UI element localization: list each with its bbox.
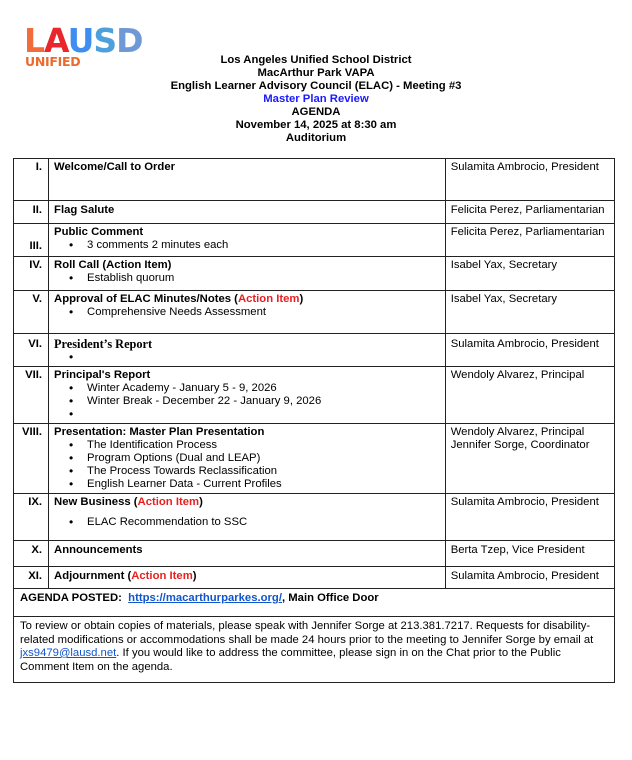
item-presenter: Isabel Yax, Secretary bbox=[445, 257, 614, 291]
item-number: X. bbox=[14, 541, 49, 567]
agenda-heading: AGENDA bbox=[291, 106, 341, 118]
agenda-posted-row bbox=[14, 589, 615, 617]
item-number: III. bbox=[14, 224, 49, 257]
item-description bbox=[49, 494, 446, 541]
agenda-row bbox=[14, 257, 615, 291]
logo-subtitle: UNIFIED bbox=[25, 54, 81, 69]
item-title: Approval of ELAC Minutes/Notes (Action Item) bbox=[54, 293, 304, 305]
item-presenter: Isabel Yax, Secretary bbox=[445, 291, 614, 334]
item-title: Announcements bbox=[54, 544, 143, 556]
logo-letter-a: A bbox=[44, 21, 68, 60]
item-bullets bbox=[54, 272, 440, 285]
meeting-topic: Master Plan Review bbox=[263, 93, 369, 105]
notice-text: To review or obtain copies of materials, please speak with Jennifer Sorge at 213.381.7217. Requests for disability-related modifications or accommodations shall be made 24 hours prior to the meeting to Jennifer Sorge by email at bbox=[20, 620, 594, 646]
agenda-row bbox=[14, 334, 615, 367]
bullet-item: • The Process Towards Reclassification bbox=[87, 465, 440, 478]
agenda-row bbox=[14, 494, 615, 541]
item-presenter: Wendoly Alvarez, Principal bbox=[445, 367, 614, 424]
item-presenter: Berta Tzep, Vice President bbox=[445, 541, 614, 567]
item-description bbox=[49, 201, 446, 224]
item-title: Roll Call (Action Item) bbox=[54, 259, 172, 271]
item-number: IX. bbox=[14, 494, 49, 541]
item-presenter: Felicita Perez, Parliamentarian bbox=[445, 224, 614, 257]
item-title: Presentation: Master Plan Presentation bbox=[54, 426, 265, 438]
action-item-label: Action Item bbox=[131, 570, 193, 582]
item-presenter bbox=[445, 424, 614, 494]
logo-letter-d: D bbox=[116, 21, 143, 60]
agenda-posted-cell bbox=[14, 589, 615, 617]
notice-text-end: . If you would like to address the committee, please sign in on the Chat prior to the Public Comment Item on the agenda. bbox=[20, 647, 561, 673]
item-number: II. bbox=[14, 201, 49, 224]
agenda-posted-label: AGENDA POSTED: bbox=[20, 592, 122, 604]
meeting-date: November 14, 2025 at 8:30 am bbox=[235, 119, 397, 131]
item-description bbox=[49, 159, 446, 201]
item-presenter: Felicita Perez, Parliamentarian bbox=[445, 201, 614, 224]
item-number: VI. bbox=[14, 334, 49, 367]
item-number: IV. bbox=[14, 257, 49, 291]
item-title: Adjournment (Action Item) bbox=[54, 570, 197, 582]
item-bullets bbox=[54, 516, 440, 529]
bullet-item bbox=[87, 408, 440, 421]
item-description bbox=[49, 367, 446, 424]
item-presenter: Sulamita Ambrocio, President bbox=[445, 567, 614, 589]
agenda-row bbox=[14, 291, 615, 334]
item-bullets bbox=[54, 239, 440, 252]
posted-location: , Main Office Door bbox=[281, 592, 379, 604]
item-bullets bbox=[54, 382, 440, 421]
action-item-label: Action Item bbox=[237, 293, 300, 305]
item-number: I. bbox=[14, 159, 49, 201]
agenda-row bbox=[14, 201, 615, 224]
agenda-row bbox=[14, 541, 615, 567]
school-name: MacArthur Park VAPA bbox=[257, 67, 375, 79]
bullet-item: • Establish quorum bbox=[87, 272, 440, 285]
item-description bbox=[49, 334, 446, 367]
item-bullets bbox=[54, 351, 440, 364]
item-number: VII. bbox=[14, 367, 49, 424]
bullet-item bbox=[87, 351, 440, 364]
school-website-link[interactable]: https://macarthurparkes.org/ bbox=[128, 592, 282, 604]
item-description bbox=[49, 541, 446, 567]
item-number: V. bbox=[14, 291, 49, 334]
item-number: VIII. bbox=[14, 424, 49, 494]
item-presenter: Sulamita Ambrocio, President bbox=[445, 159, 614, 201]
bullet-item: • English Learner Data - Current Profiles bbox=[87, 478, 440, 491]
document-header bbox=[0, 54, 632, 145]
item-title: President’s Report bbox=[54, 337, 153, 351]
agenda-row bbox=[14, 567, 615, 589]
agenda-row bbox=[14, 424, 615, 494]
agenda-table bbox=[13, 158, 615, 683]
item-description bbox=[49, 224, 446, 257]
logo-letter-u: U bbox=[67, 21, 94, 60]
bullet-item: • The Identification Process bbox=[87, 439, 440, 452]
presenter-name-2: Jennifer Sorge, Coordinator bbox=[450, 439, 590, 451]
agenda-row bbox=[14, 159, 615, 201]
bullet-item: • Winter Break - December 22 - January 9, 2026 bbox=[87, 395, 440, 408]
item-bullets bbox=[54, 439, 440, 491]
logo-letter-l: L bbox=[24, 21, 45, 60]
item-title: Public Comment bbox=[54, 226, 144, 238]
item-description bbox=[49, 424, 446, 494]
item-description bbox=[49, 567, 446, 589]
bullet-item: • Program Options (Dual and LEAP) bbox=[87, 452, 440, 465]
item-description bbox=[49, 257, 446, 291]
logo-wordmark bbox=[24, 21, 143, 60]
meeting-location: Auditorium bbox=[285, 132, 347, 144]
presenter-name: Wendoly Alvarez, Principal bbox=[450, 426, 585, 438]
email-link[interactable]: jxs9479@lausd.net bbox=[20, 647, 117, 659]
district-name: Los Angeles Unified School District bbox=[220, 54, 412, 66]
bullet-item: • ELAC Recommendation to SSC bbox=[87, 516, 440, 529]
council-title: English Learner Advisory Council (ELAC) - Meeting #3 bbox=[170, 80, 462, 92]
item-presenter: Sulamita Ambrocio, President bbox=[445, 334, 614, 367]
item-number: XI. bbox=[14, 567, 49, 589]
action-item-label: Action Item bbox=[137, 496, 200, 508]
bullet-item: • Comprehensive Needs Assessment bbox=[87, 306, 440, 319]
notice-row bbox=[14, 617, 615, 683]
item-title: New Business (Action Item) bbox=[54, 496, 203, 508]
item-title: Flag Salute bbox=[54, 204, 115, 216]
bullet-item: • Winter Academy - January 5 - 9, 2026 bbox=[87, 382, 440, 395]
agenda-row bbox=[14, 224, 615, 257]
item-description bbox=[49, 291, 446, 334]
item-bullets bbox=[54, 306, 440, 319]
agenda-row bbox=[14, 367, 615, 424]
bullet-item: • 3 comments 2 minutes each bbox=[87, 239, 440, 252]
notice-cell bbox=[14, 617, 615, 683]
item-title: Principal's Report bbox=[54, 369, 151, 381]
logo-letter-s: S bbox=[93, 21, 117, 60]
item-title: Welcome/Call to Order bbox=[54, 161, 175, 173]
item-presenter: Sulamita Ambrocio, President bbox=[445, 494, 614, 541]
